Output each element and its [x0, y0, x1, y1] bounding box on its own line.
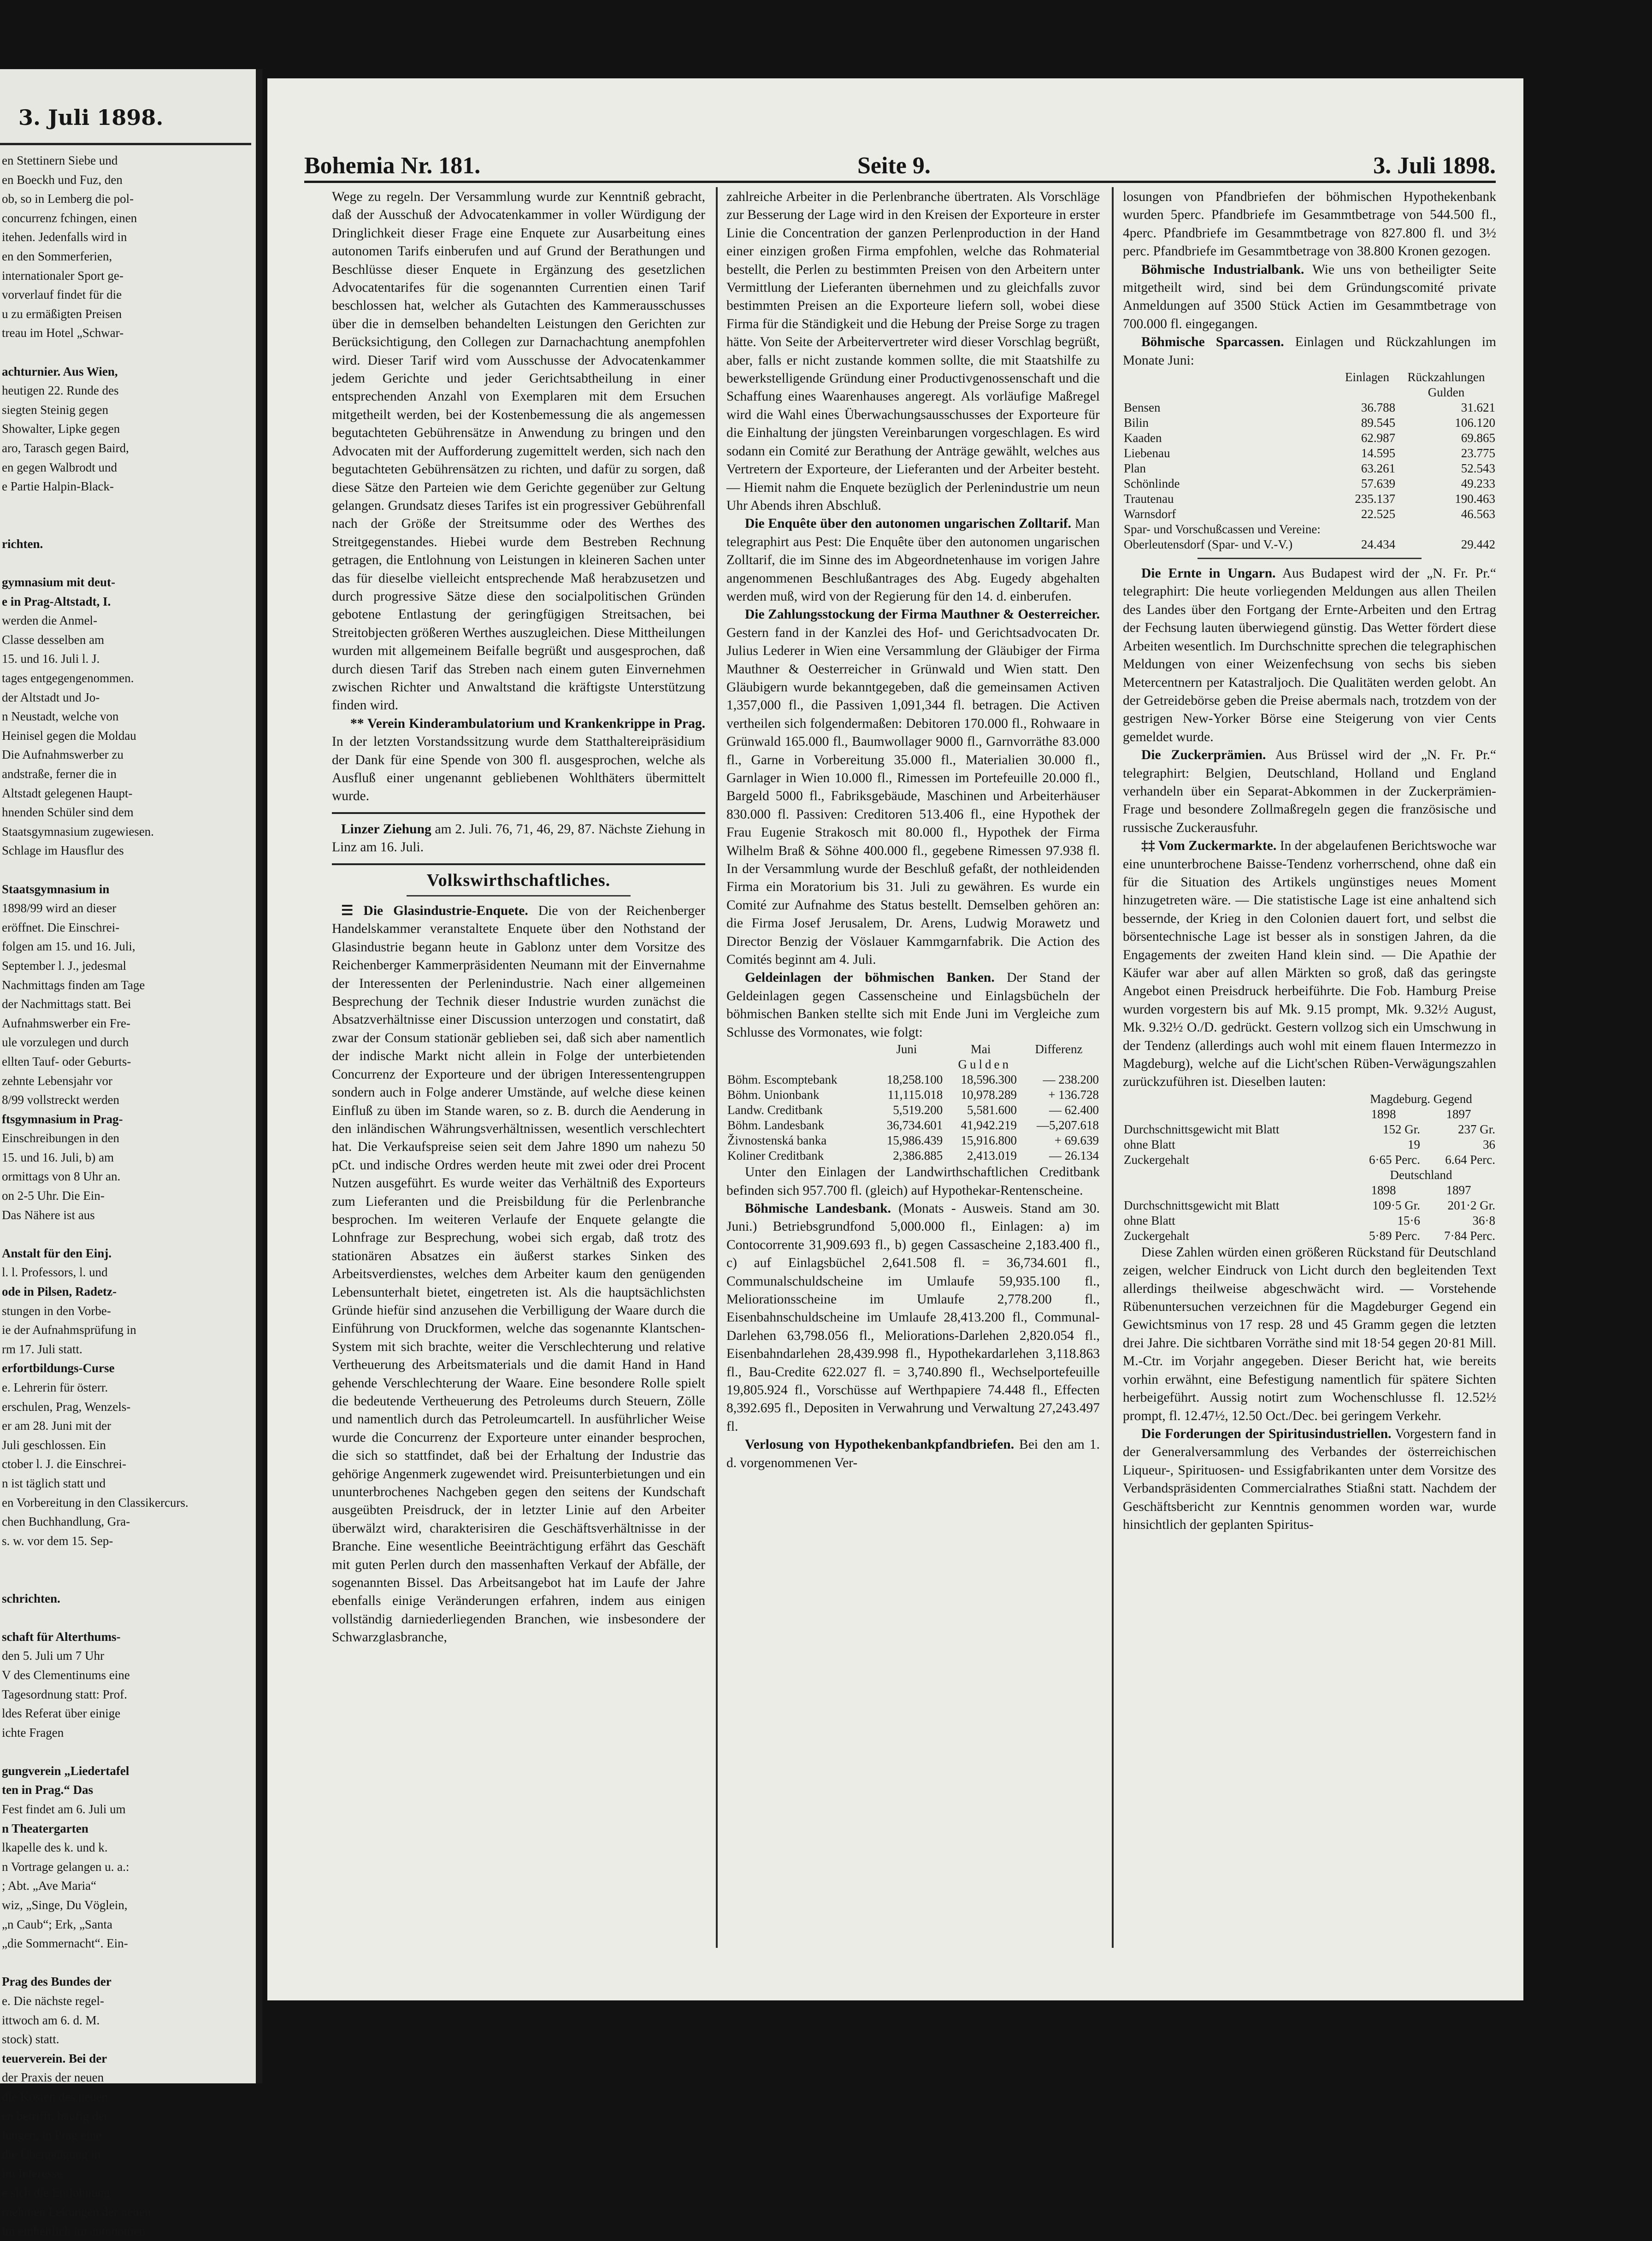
previous-page-line: e Partie Halpin-Black-	[2, 479, 114, 494]
linz-lottery-text: am 2. Juli. 76, 71, 46, 29, 87. Nächste Ziehung in Linz am 16. Juli.	[332, 821, 706, 855]
table-row	[1123, 491, 1496, 507]
previous-page-line: gymnasium mit deut-	[2, 575, 116, 590]
previous-page-line	[2, 1551, 251, 1570]
zuckerpraemien-text: Aus Brüssel wird der „N. Fr. Pr.“ telegraphirt: Belgien, Deutschland, Holland und England verhandeln über ein Separat-Abkommen in der Zuckerprämien-Frage und besondere Zollmaßregeln gegen die französische und russische Zuckerausfuhr.	[1123, 748, 1496, 835]
previous-page-line: gungverein „Liedertafel	[2, 1763, 130, 1778]
zuckermarkt-heading: ‡‡ Vom Zuckermarkte.	[1141, 838, 1277, 854]
previous-page-line: ellten Tauf- oder Geburts-	[2, 1054, 131, 1068]
section-rule	[332, 863, 705, 865]
table-cell: Schönlinde	[1124, 477, 1180, 491]
previous-page-line: ; Abt. „Ave Maria“	[2, 1879, 96, 1893]
previous-page-line: l. l. Professors, l. und	[2, 1265, 108, 1280]
ruben-commentary: Diese Zahlen würden einen größeren Rückstand für Deutschland zeigen, welcher Eindruck von Licht durch den begleitenden Text allerdings theilweise abgeschwächt wird. — Vorstehende Rübenuntersuchen verzeichnen für die Magdeburger Gegend ein Gewichtsminus von 17 resp. 28 und 45 Gramm gegen die letzten drei Jahre. Die sichtbaren Vorräthe sind mit 18·54 gegen 20·81 Mill. M.-Ctr. im Vorjahr angegeben. Dieser Bericht hat, wie bereits vorhin erwähnt, eine Befestigung namentlich für spätere Sichten herbeigeführt. Aussig notirt zum Wochenschlusse fl. 12.52½ prompt, fl. 12.47½, 12.50 Oct./Dec. bei geringem Verkehr.	[1123, 1244, 1496, 1423]
previous-page-strip	[0, 69, 262, 2238]
previous-page-line: wiz, „Singe, Du Vöglein,	[2, 1898, 128, 1912]
table-cell: 15,916.800	[961, 1133, 1017, 1148]
previous-page-date: 3. Juli 1898.	[18, 105, 164, 130]
table-cell: 235.137	[1355, 492, 1396, 506]
previous-page-line: hnenden Schüler sind dem	[2, 805, 134, 820]
table-row	[1123, 1213, 1496, 1228]
table-cell: 49.233	[1461, 477, 1495, 491]
previous-page-line: ichte Fragen	[2, 1725, 64, 1740]
table-cell: 201·2 Gr.	[1447, 1198, 1495, 1212]
previous-page-line	[2, 1953, 251, 1973]
table-row	[726, 1118, 1100, 1133]
table-cell: 5,519.200	[893, 1103, 943, 1117]
previous-page-text	[2, 151, 251, 2241]
table-row	[1123, 476, 1496, 491]
previous-page-line: folgen am 15. und 16. Juli,	[2, 939, 136, 954]
table-cell: 2,386.885	[893, 1149, 943, 1163]
table-cell: 237 Gr.	[1458, 1122, 1495, 1136]
previous-page-line: rnehmen Leitungen der neuen	[2, 2205, 151, 2219]
previous-page-line: die Übergeugung in	[2, 2147, 100, 2161]
table-cell: — 238.200	[1043, 1073, 1099, 1087]
previous-page-line: ten in Prag.“ Das	[2, 1783, 93, 1797]
previous-page-line: s. w. vor dem 15. Sep-	[2, 1533, 113, 1548]
previous-page-line: ittwoch am 6. d. M.	[2, 2013, 100, 2027]
table-cell: ohne Blatt	[1124, 1137, 1175, 1151]
previous-page-line: der Altstadt und Jo-	[2, 690, 100, 704]
glass-enquete-text: Die von der Reichenberger Handelskammer veranstaltete Enquete über den Nothstand der Glasindustrie begann heute in Gablonz unter dem Vorsitze des Reichenberger Kammerpräsidenten Neumann mit der Einvernahme der Interessenten der Perlenindustrie. Nach einer allgemeinen Besprechung der Technik dieser Industrie wurden zunächst die Absatzverhältnisse einer Discussion unterzogen und constatirt, daß zwar der Consum stationär geblieben sei, daß sich aber namentlich der indische Markt nicht allein in Folge der unterbietenden Concurrenz der Exporteure und der übrigen Interessentengruppen sondern auch in Folge anderer Umstände, auf welche diese keinen Einfluß zu üben im Stande waren, so z. B. durch die Aenderung in den inländischen Währungsverhältnissen, wesentlich verschlechtert hat. Die Verkaufspreise seien seit dem Jahre 1890 um nahezu 50 pCt. und indische Ordres werden heute mit zwei oder drei Procent Nutzen ausgeführt. Es wurde weiter das Verhältniß des Exporteurs zum Lieferanten und die Preisbildung für die Perlenbranche besprochen. Im weiteren Verlaufe der Enquete gelangte die Lohnfrage zur Besprechung, wobei sich ergab, daß trotz des stationären Absatzes ein äußerst starkes Sinken des Arbeitsverdienstes, welches dem Arbeiter kaum den genügenden Lebensunterhalt bietet, eingetreten ist. Als die hauptsächlichsten Gründe hiefür sind anzusehen die Verbilligung der Waare durch die Einführung von Druckformen, welche das sogenannte Klantschen-System mit sich brachte, weiter die Verschlechterung und relative Vertheuerung des Arbeitsmaterials und die damit Hand in Hand gehende Verschlechterung der Waare. Eine besondere Rolle spielt die bedeutende Vertheuerung des Petroleums durch Steuern, Zölle und namentlich durch das Petroleumcartell. In ausführlicher Weise wurde die Concurrenz der Exporteure unter einander besprochen, die sich so stattfindet, daß bei der Erhaltung der Industrie das gehörige Angenmerk zugewendet wird. Preisunterbietungen und ein ununterbrochenes Nachgeben gegen den seitens der Kundschaft ausgeübten Preisdruck, der in letzter Linie auf den Arbeiter überwälzt wird, charakterisiren die Geschäftsverhältnisse in der Branche. Eine wesentliche Beeinträchtigung erfährt das Geschäft mit guten Perlen durch den massenhaften Verkauf der Abfälle, der sogenannten Bissel. Das Arbeitsangebot hat im Laufe der Jahre ebenfalls einige Veränderungen erfahren, indem aus einigen vollständig darniederliegenden Branchen, wie insbesondere der Schwarzglasbranche,	[332, 903, 706, 1645]
kinderambulatorium-heading: ** Verein Kinderambulatorium und Krankenkrippe in Prag.	[350, 716, 705, 731]
table-row	[726, 1087, 1100, 1103]
table-cell: 15·6	[1397, 1213, 1420, 1227]
table-cell: Durchschnittsgewicht mit Blatt	[1124, 1198, 1280, 1212]
previous-page-line: 15. und 16. Juli l. J.	[2, 652, 100, 666]
page-header	[304, 152, 1496, 180]
previous-page-line: werden die Anmel-	[2, 613, 97, 628]
previous-page-line: Altstadt gelegenen Haupt-	[2, 786, 133, 800]
table-cell: 10,978.289	[961, 1088, 1017, 1102]
table-cell: 22.525	[1361, 507, 1396, 521]
advocates-tariff-text: Wege zu regeln. Der Versammlung wurde zur Kenntniß gebracht, daß der Ausschuß der Advocatenkammer in voller Würdigung der Dringlichkeit dieser Frage eine Enquete zur Ausarbeitung eines autonomen Tarifs einberufen und auf Grund der Berathungen und Beschlüsse dieser Enquete in Ergänzung des gesetzlichen Advocatentarifes für die sogenannten Currentien einen Tarif beschlossen hat, welcher als Gutachten des Kammerausschusses über die in demselben behandelten Leistungen den Gerichten zur Berücksichtigung, den Collegen zur Darnachachtung anempfohlen wird. Dieser Tarif wird vom Ausschusse der Advocatenkammer jedem Gerichte und jeder Gerichtsabtheilung in einer entsprechenden Anzahl von Exemplaren mit dem Ersuchen mitgetheilt werden, bei der Kostenbemessung die als angemessen begutachteten Gebührensätze in Anwendung zu bringen und den Advocaten mit der Aufforderung zugemittelt werden, sich nach den begutachteten Gebührensätzen zu richten, und dafür zu sorgen, daß diese Sätze den Parteien wie dem Gerichte gegenüber zur Geltung gelangen. Grundsatz dieses Tarifes ist ein progressiver Gebührenfall nach der Größe der Streitsumme oder des Werthes des Streitgegenstandes. Hiebei wurde dem Bestreben Rechnung getragen, die Entlohnung von Leistungen in kleineren Sachen unter das für dieselbe vielleicht entsprechende Maß herabzusetzen und durch progressive Sätze diese den socialpolitischen Gründen gebotene Entlastung der geringfügigen Streitsachen, bei Streitobjecten größeren Werthes auszugleichen. Diese Mittheilungen wurden mit allgemeinem Beifalle begrüßt und ausgesprochen, daß durch diesen Tarif das Streben nach einem guten Einvernehmen zwischen Richter und Anwaltstand die kräftigste Unterstützung finden wird.	[332, 189, 705, 713]
previous-page-line: ode in Pilsen, Radetz-	[2, 1285, 117, 1299]
previous-page-line: die Kosten des neuen	[2, 2089, 108, 2104]
previous-page-line: stungen in den Vorbe-	[2, 1303, 111, 1318]
previous-page-line	[2, 1608, 251, 1628]
table-row	[726, 1133, 1100, 1148]
previous-page-line: achturnier. Aus Wien,	[2, 364, 118, 378]
ruben-table	[1123, 1091, 1496, 1244]
table-year: 1898	[1371, 1107, 1396, 1121]
previous-page-line: aro, Tarasch gegen Baird,	[2, 441, 129, 455]
previous-page-line: en gegen Walbrodt und	[2, 460, 118, 474]
paper-title: Bohemia Nr. 181.	[304, 153, 481, 179]
industrialbank-heading: Böhmische Industrialbank.	[1141, 262, 1304, 277]
table-cell: — 26.134	[1049, 1149, 1099, 1163]
previous-page-line: 1898/99 wird an dieser	[2, 901, 117, 915]
table-cell: 152 Gr.	[1383, 1122, 1420, 1136]
table-region: Magdeburg. Gegend	[1370, 1091, 1472, 1106]
previous-page-line: Anstalt für den Einj.	[2, 1246, 112, 1260]
previous-page-line: im einheitlich im autonomen	[2, 2224, 146, 2238]
glass-enquete-heading: ☰ Die Glasindustrie-Enquete.	[341, 903, 528, 919]
column-1	[332, 188, 705, 1647]
table-year: 1898	[1371, 1183, 1396, 1197]
previous-page-line: e. Die nächste regel-	[2, 1994, 104, 2008]
table-cell: + 69.639	[1054, 1133, 1099, 1148]
previous-page-line: u zu ermäßigten Preisen	[2, 307, 122, 321]
previous-page-line: ormittags von 8 Uhr an.	[2, 1169, 121, 1184]
table-cell: Bilin	[1124, 416, 1149, 430]
previous-page-line: erschulen, Prag, Wenzels-	[2, 1399, 131, 1414]
landesbank-text: (Monats - Ausweis. Stand am 30. Juni.) Betriebsgrundfond 5,000.000 fl., Einlagen: a) im Contocorrente 31,909.693 fl., b) gegen Cassascheine 2,183.400 fl., c) auf Einlagsbüchel 2,641.508 fl. = 36,734.601 fl., Communalschuldscheine im Umlaufe 59,935.100 fl., Meliorationsscheine im Umlaufe 2,778.200 fl., Eisenbahnschuldscheine im Umlaufe 28,413.200 fl., Communal-Darlehen 63,798.056 fl., Meliorations-Darlehen 2,820.054 fl., Eisenbahndarlehen 28,439.998 fl., Hypothekardarlehen 3,118.863 fl., Bau-Credite 622.027 fl. = 3,740.890 fl., Wechselportefeuille 19,805.924 fl., Vorschüsse auf Werthpapiere 74.448 fl., Effecten 8,392.695 fl., Depositen in Verwahrung und Verwaltung 27,243.497 fl.	[726, 1201, 1100, 1434]
table-cell: 36	[1483, 1137, 1495, 1151]
previous-page-line: rm 17. Juli statt.	[2, 1342, 83, 1356]
previous-page-line: tages entgegengenommen.	[2, 671, 134, 685]
table-cell: 62.987	[1361, 431, 1396, 445]
previous-page-line: ie der Aufnahmsprüfung in	[2, 1323, 136, 1337]
previous-page-line: erfortbildungs-Curse	[2, 1361, 115, 1375]
table-row	[1123, 400, 1496, 415]
previous-page-line	[2, 515, 251, 535]
previous-page-line: Classe desselben am	[2, 632, 104, 647]
table-row	[1123, 1198, 1496, 1213]
table-cell: 23.775	[1461, 446, 1495, 460]
table-row	[1123, 1152, 1496, 1168]
previous-page-line: en betrifft, häufig der	[2, 2109, 108, 2123]
previous-page-line: en Boeckh und Fuz, den	[2, 172, 123, 187]
previous-page-line: der Nachmittags statt. Bei	[2, 997, 131, 1011]
bank-deposits-table	[726, 1042, 1100, 1163]
bank-deposits-text: Der Stand der Geldeinlagen gegen Cassenscheine und Einlagsbücheln der böhmischen Banken stellte sich mit Ende Juni im Vergleiche zum Schlusse des Vormonates, wie folgt:	[726, 970, 1100, 1040]
table-cell: 14.595	[1361, 446, 1396, 460]
previous-page-line: zehnte Lebensjahr vor	[2, 1073, 112, 1088]
previous-page-line: Staatsgymnasium zugewiesen.	[2, 824, 154, 838]
table-cell: 36,734.601	[886, 1118, 943, 1132]
mauthner-heading: Die Zahlungsstockung der Firma Mauthner & Oesterreicher.	[745, 607, 1100, 622]
table-row	[1123, 431, 1496, 446]
previous-page-line: en Stettinern Siebe und	[2, 153, 118, 167]
section-rule	[1198, 558, 1422, 559]
previous-page-line: ule vorzulegen und durch	[2, 1035, 129, 1050]
kinderambulatorium-text: In der letzten Vorstandssitzung wurde dem Statthaltereipräsidium der Dank für eine Spende von 300 fl. ausgesprochen, welche als Ausfluß einer ungenannt gebliebenen Wohlthäters übermittelt wurde.	[332, 734, 705, 804]
table-row	[1123, 507, 1496, 522]
table-cell: 11,115.018	[887, 1088, 943, 1102]
table-unit: Gulden	[1428, 385, 1465, 400]
table-cell: 29.442	[1461, 537, 1495, 552]
spiritus-text: Vorgestern fand in der Generalversammlung des Verbandes der österreichischen Liqueur-, Spirituosen- und Essigfabrikanten unter dem Vorsitze des Verbandspräsidenten Commercialrathes Stiaßni statt. Nachdem der Geschäftsbericht zur Kenntnis genommen worden war, wurde hinsichtlich der geplanten Spiritus-	[1123, 1426, 1497, 1532]
previous-page-line: internationaler Sport ge-	[2, 268, 124, 283]
spiritus-heading: Die Forderungen der Spiritusindustriellen.	[1141, 1426, 1392, 1441]
table-cell: Warnsdorf	[1124, 507, 1176, 521]
previous-page-line: Einschreibungen in den	[2, 1131, 119, 1145]
previous-page-line: Tagesordnung statt: Prof.	[2, 1687, 127, 1701]
previous-page-line: on 2-5 Uhr. Die Ein-	[2, 1189, 105, 1203]
table-cell: —5,207.618	[1037, 1118, 1099, 1132]
table-cell: Plan	[1124, 461, 1146, 476]
table-subheading: Spar- und Vorschußcassen und Vereine:	[1124, 522, 1321, 537]
previous-page-line: im Interesse	[2, 2166, 63, 2181]
table-cell: 2,413.019	[967, 1149, 1017, 1163]
table-cell: 7·84 Perc.	[1444, 1228, 1495, 1243]
previous-page-line: n Theatergarten	[2, 1821, 88, 1835]
previous-page-line: Nachmittags finden am Tage	[2, 978, 145, 992]
verlosung-heading: Verlosung von Hypothekenbankpfandbriefen.	[745, 1437, 1015, 1452]
sparcassen-table	[1123, 370, 1496, 552]
linz-lottery-heading: Linzer Ziehung	[341, 821, 431, 837]
previous-page-line	[2, 1570, 251, 1589]
sparcassen-heading: Böhmische Sparcassen.	[1141, 335, 1284, 350]
table-cell: 106.120	[1455, 416, 1495, 430]
table-cell: Böhm. Unionbank	[727, 1088, 820, 1102]
table-cell: 6·65 Perc.	[1369, 1152, 1420, 1167]
previous-page-line: en den Sommerferien,	[2, 249, 112, 263]
previous-page-line: teuerverein. Bei der	[2, 2051, 107, 2065]
table-row	[726, 1148, 1100, 1163]
table-cell: 41,942.219	[961, 1118, 1017, 1132]
table-cell: 69.865	[1461, 431, 1495, 445]
previous-page-line: 8/99 vollstreckt werden	[2, 1093, 119, 1107]
previous-page-line: richten.	[2, 537, 43, 551]
table-cell: Zuckergehalt	[1124, 1228, 1189, 1243]
previous-page-line: „die Sommernacht“. Ein-	[2, 1936, 128, 1951]
table-cell: Oberleutensdorf (Spar- und V.-V.)	[1124, 537, 1293, 552]
previous-page-line	[2, 343, 251, 362]
previous-page-line: schaft für Alterthums-	[2, 1629, 121, 1644]
previous-page-line: concurrenz fchingen, einen	[2, 211, 137, 225]
previous-page-line: eröffnet. Die Einschrei-	[2, 920, 120, 934]
previous-page-line: itehen. Jedenfalls wird in	[2, 230, 127, 244]
page-date: 3. Juli 1898.	[1373, 153, 1496, 179]
previous-page-line: vorverlauf findet für die	[2, 288, 122, 302]
ernte-text: Aus Budapest wird der „N. Fr. Pr.“ telegraphirt: Die heute vorliegenden Meldungen aus allen Theilen des Landes über den Fortgang der Ernte-Arbeiten und den Ertrag der Fechsung lauten überwiegend günstig. Das Wetter fördert diese Arbeiten wesentlich. Im Durchschnitte sprechen die telegraphischen Meldungen von einer Weizenfechsung von sechs bis sieben Metercentnern per Katastraljoch. Die Qualitäten werden gelobt. An der Getreidebörse geben die Preise abermals nach, trotzdem von der gestrigen New-Yorker Börse eine Steigerung von vier Cents gemeldet wurde.	[1123, 566, 1497, 744]
previous-page-line: andstraße, ferner die in	[2, 767, 117, 781]
table-cell: 19	[1408, 1137, 1420, 1151]
table-cell: 5,581.600	[967, 1103, 1017, 1117]
previous-page-line: Schlage im Hausflur des	[2, 843, 124, 858]
table-row	[726, 1072, 1100, 1087]
sparcassen-text: Einlagen und Rückzahlungen im Monate Juni:	[1123, 335, 1496, 368]
zuckerpraemien-heading: Die Zuckerprämien.	[1141, 748, 1266, 763]
column-2	[726, 188, 1100, 1472]
previous-page-line	[2, 1225, 251, 1244]
page-number: Seite 9.	[857, 153, 931, 179]
previous-page-line: e. Lehrerin für österr.	[2, 1380, 108, 1394]
previous-page-line: chen Buchhandlung, Gra-	[2, 1515, 130, 1529]
table-cell: 24.434	[1361, 537, 1396, 552]
pfandbriefe-text: losungen von Pfandbriefen der böhmischen Hypothekenbank wurden 5perc. Pfandbriefe im Gesammtbetrage von 544.500 fl., 4perc. Pfandbriefe im Gesammtbetrage von 827.800 fl. und 3½ perc. Pfandbriefe im Gesammtbetrage von 38.800 Kronen gezogen.	[1123, 189, 1496, 259]
previous-page-line: n Vortrage gelangen u. a.:	[2, 1859, 130, 1874]
previous-page-line: n ist täglich statt und	[2, 1476, 106, 1490]
landesbank-heading: Böhmische Landesbank.	[745, 1201, 891, 1216]
ernte-heading: Die Ernte in Ungarn.	[1141, 566, 1276, 581]
previous-page-line: heutigen 22. Runde des	[2, 383, 119, 398]
previous-page-line: 15. und 16. Juli, b) am	[2, 1150, 114, 1164]
table-cell: 5·89 Perc.	[1369, 1228, 1420, 1243]
section-rule	[332, 812, 705, 814]
newspaper-page	[267, 78, 1523, 2000]
previous-page-line: e in Prag-Altstadt, I.	[2, 594, 111, 608]
table-cell: — 62.400	[1049, 1103, 1099, 1117]
table-cell: 109·5 Gr.	[1372, 1198, 1420, 1212]
previous-page-line	[2, 861, 251, 880]
table-cell: 89.545	[1361, 416, 1396, 430]
table-cell: 6.64 Perc.	[1445, 1152, 1495, 1167]
previous-page-line: Die Aufnahmswerber zu	[2, 748, 124, 762]
previous-page-line: ctober l. J. die Einschrei-	[2, 1457, 126, 1471]
previous-page-line: den 5. Juli um 7 Uhr	[2, 1649, 104, 1663]
previous-page-line: lungen, in Prag eine	[2, 2128, 101, 2142]
previous-page-line: ob, so in Lemberg die pol-	[2, 192, 134, 206]
table-cell: Zuckergehalt	[1124, 1152, 1189, 1167]
column-divider	[1112, 187, 1114, 1948]
table-cell: 18,596.300	[961, 1073, 1017, 1087]
table-cell: Koliner Creditbank	[727, 1149, 824, 1163]
hungarian-tariff-heading: Die Enquête über den autonomen ungarischen Zolltarif.	[745, 516, 1072, 531]
previous-page-line: stock) statt.	[2, 2032, 59, 2046]
table-cell: Kaaden	[1124, 431, 1162, 445]
table-header: Differenz	[1035, 1042, 1083, 1056]
table-cell: 31.621	[1461, 401, 1495, 415]
table-unit: Gulden	[958, 1057, 1011, 1072]
table-row	[726, 1103, 1100, 1118]
table-year: 1897	[1446, 1183, 1471, 1197]
previous-page-rule	[0, 143, 251, 145]
section-title-rule	[407, 895, 631, 896]
previous-page-line: ldes Referat über einige	[2, 1706, 121, 1721]
table-cell: 63.261	[1361, 461, 1396, 476]
previous-page-line	[2, 496, 251, 516]
table-cell: 52.543	[1461, 461, 1495, 476]
previous-page-line: er am 28. Juni mit der	[2, 1419, 111, 1433]
landwirthschaft-note: Unter den Einlagen der Landwirthschaftlichen Creditbank befinden sich 957.700 fl. (gleich) auf Hypothekar-Rentenscheine.	[726, 1165, 1100, 1198]
previous-page-line: Juli geschlossen. Ein	[2, 1438, 106, 1452]
table-cell: Liebenau	[1124, 446, 1170, 460]
previous-page-line: siegten Steinig gegen	[2, 402, 108, 417]
previous-page-line: der Praxis der neuen	[2, 2070, 104, 2085]
table-header: Mai	[970, 1042, 991, 1056]
table-cell: Landw. Creditbank	[727, 1103, 823, 1117]
previous-page-line: treau im Hotel „Schwar-	[2, 326, 124, 340]
table-row	[1123, 1228, 1496, 1244]
table-cell: 36·8	[1472, 1213, 1495, 1227]
pearl-industry-text: zahlreiche Arbeiter in die Perlenbranche übertraten. Als Vorschläge zur Besserung der Lage wird in den Kreisen der Exporteure in erster Linie die Concentration der ganzen Perlenproduction in der Hand einer einzigen großen Firma empfohlen, welche das Rohmaterial bestellt, die Perlen zu bestimmten Preisen von den Arbeitern unter Vermittlung der Lieferanten übernehmen und zu gleichfalls zuvor bestimmten Preisen an die Exporteure liefern soll, wobei diese Firma für die Ständigkeit und die Hebung der Preise Sorge zu tragen hätte. Von Seite der Arbeitervertreter wird dieser Vorschlag begrüßt, aber, falls er nicht zustande kommen sollte, die mit Staatshilfe zu bewerkstelligende Gründung einer Productivgenossenschaft und die Schaffung eines Waarenhauses angeregt. Als vorläufige Maßregel wird die Wahl eines Überwachungsausschusses der Exporteure für die Einhaltung der jüngsten Vereinbarungen vorgeschlagen. Es wird sodann ein Comité zur Berathung der Anträge gewählt, welches aus Vertretern der Exporteure, der Lieferanten und der Arbeiter besteht. — Hiemit nahm die Enquete bezüglich der Perlenindustrie um neun Uhr Abends ihren Abschluß.	[726, 189, 1100, 513]
mauthner-text: Gestern fand in der Kanzlei des Hof- und Gerichtsadvocaten Dr. Julius Lederer in Wien eine Versammlung der Gläubiger der Firma Mauthner & Oesterreicher in Grünwald und Wien statt. Den Gläubigern wurde bekanntgegeben, daß die gemeinsamen Activen 1,357,000 fl., die Passiven 1,091,344 fl. betragen. Die Activen vertheilen sich folgendermaßen: Debitoren 170.000 fl., Rohwaare in Grünwald 165.000 fl., Baumwollager 9000 fl., Garnvorräthe 83.000 fl., Garne in Vorbereitung 35.000 fl., Materialien 30.000 fl., Garnlager in Wien 10.000 fl., Rimessen im Portefeuille 20.000 fl., Bargeld 5000 fl., Fabriksgebäude, Maschinen und Arbeiterhäuser 830.000 fl. Passiven: Creditoren 513.406 fl., eine Hypothek der Frau Eugenie Strakosch mit 80.000 fl., Hypothek der Firma Wilhelm Braß & Söhne 400.000 fl., gegebene Rimessen 97.938 fl. In der Versammlung wurde der Beschluß gefaßt, der nothleidenden Firma ein Moratorium bis 31. Juli zu gewähren. Es wurde ein Comité zur Aufnahme des Status bestellt. Demselben gehören an: die Firma Josef Jerusalem, Dr. Arens, Ludwig Morawetz und Director Benzig der Vöslauer Kammgarnfabrik. Die Action des Comités beginnt am 4. Juli.	[726, 625, 1100, 967]
table-row	[1123, 1137, 1496, 1152]
header-rule	[304, 181, 1496, 183]
verlosung-text: Bei den am 1. d. vorgenommenen Ver-	[726, 1437, 1100, 1470]
previous-page-line: „n Caub“; Erk, „Santa	[2, 1917, 112, 1931]
table-header: Einlagen	[1345, 370, 1389, 384]
zuckermarkt-text: In der abgelaufenen Berichtswoche war eine ununterbrochene Baisse-Tendenz vorherrschend, ohne daß ein für die Situation des Artikels ungünstiges neues Moment hinzugetreten wäre. — Die statistische Lage ist eine anhaltend sich bessernde, der Krieg in den Colonien dauert fort, und selbst die börsentechnische Lage ist besser als in sonstigen Jahren, da die Engagements der zweiten Hand klein sind. — Die Apathie der Käufer war aber auf allen Märkten so groß, daß das geringste Angebot einen Preisdruck herbeiführte. Die Fob. Hamburg Preise wurden vorgestern bis auf Mk. 9.15 prompt, Mk. 9.32½ August, Mk. 9.32½ O./D. gedrückt. Gestern vollzog sich ein Umschwung in der Tendenz (allerdings auch wohl mit einem flauen Intermezzo in Magdeburg), welche auf die Licht'schen Rüben-Verwägungszahlen zurückzuführen ist. Dieselben lauten:	[1123, 838, 1497, 1090]
table-header: Rückzahlungen	[1407, 370, 1485, 384]
previous-page-line: Staatsgymnasium in	[2, 882, 110, 896]
previous-page-line: ftsgymnasium in Prag-	[2, 1112, 123, 1126]
table-cell: 57.639	[1361, 477, 1396, 491]
table-cell: 15,986.439	[886, 1133, 943, 1148]
table-header: Juni	[896, 1042, 917, 1056]
table-row	[1123, 415, 1496, 431]
table-cell: Trautenau	[1124, 492, 1174, 506]
table-row	[1123, 1122, 1496, 1137]
table-cell: Bensen	[1124, 401, 1161, 415]
previous-page-line: Das Nähere ist aus	[2, 1208, 95, 1222]
previous-page-line: lkapelle des k. und k.	[2, 1840, 108, 1855]
column-divider	[716, 187, 718, 1948]
table-cell: Durchschnittsgewicht mit Blatt	[1124, 1122, 1280, 1136]
table-cell: ohne Blatt	[1124, 1213, 1175, 1227]
previous-page-line	[2, 1742, 251, 1762]
previous-page-line: Aufnahmswerber ein Fre-	[2, 1016, 130, 1030]
table-row	[1123, 446, 1496, 461]
column-3	[1123, 188, 1496, 1534]
previous-page-line: schrichten.	[2, 1591, 60, 1605]
table-cell: 190.463	[1455, 492, 1495, 506]
previous-page-line: Heinisel gegen die Moldau	[2, 728, 136, 743]
economy-section-title: Volkswirthschaftliches.	[426, 870, 611, 890]
table-cell: 18,258.100	[886, 1073, 943, 1087]
previous-page-line: e sich die Entlohnung	[2, 2185, 110, 2200]
bank-deposits-heading: Geldeinlagen der böhmischen Banken.	[745, 970, 995, 985]
table-region: Deutschland	[1390, 1168, 1452, 1182]
table-cell: Böhm. Landesbank	[727, 1118, 824, 1132]
previous-page-line: en Vorbereitung in den Classikercurs.	[2, 1495, 189, 1510]
previous-page-line: n Neustadt, welche von	[2, 709, 119, 724]
table-cell: Böhm. Escomptebank	[727, 1073, 838, 1087]
table-year: 1897	[1446, 1107, 1471, 1121]
hungarian-tariff-text: Man telegraphirt aus Pest: Die Enquête über den autonomen ungarischen Zolltarif, die im Sinne des im Abgeordnetenhause im vorigen Jahre angenommenen Beschlußantrages des Abg. Eugedy abgehalten werden muß, wird von der Regierung für den 14. d. einberufen.	[726, 516, 1100, 604]
table-cell: + 136.728	[1048, 1088, 1099, 1102]
previous-page-line: V des Clementinums eine	[2, 1668, 130, 1682]
table-cell: 36.788	[1361, 401, 1396, 415]
industrialbank-text: Wie uns von betheiligter Seite mitgetheilt wird, sind bei dem Gründungscomité private Anmeldungen auf 3500 Stück Actien im Gesammtbetrage von 700.000 fl. eingegangen.	[1123, 262, 1496, 331]
previous-page-line	[2, 554, 251, 573]
table-cell: 46.563	[1461, 507, 1495, 521]
table-row	[1123, 461, 1496, 476]
previous-page-line: Prag des Bundes der	[2, 1975, 112, 1989]
previous-page-line: September l. J., jedesmal	[2, 958, 126, 973]
previous-page-line: Fest findet am 6. Juli um	[2, 1802, 126, 1816]
previous-page-line: Showalter, Lipke gegen	[2, 422, 120, 436]
table-cell: Živnostenská banka	[727, 1133, 827, 1148]
